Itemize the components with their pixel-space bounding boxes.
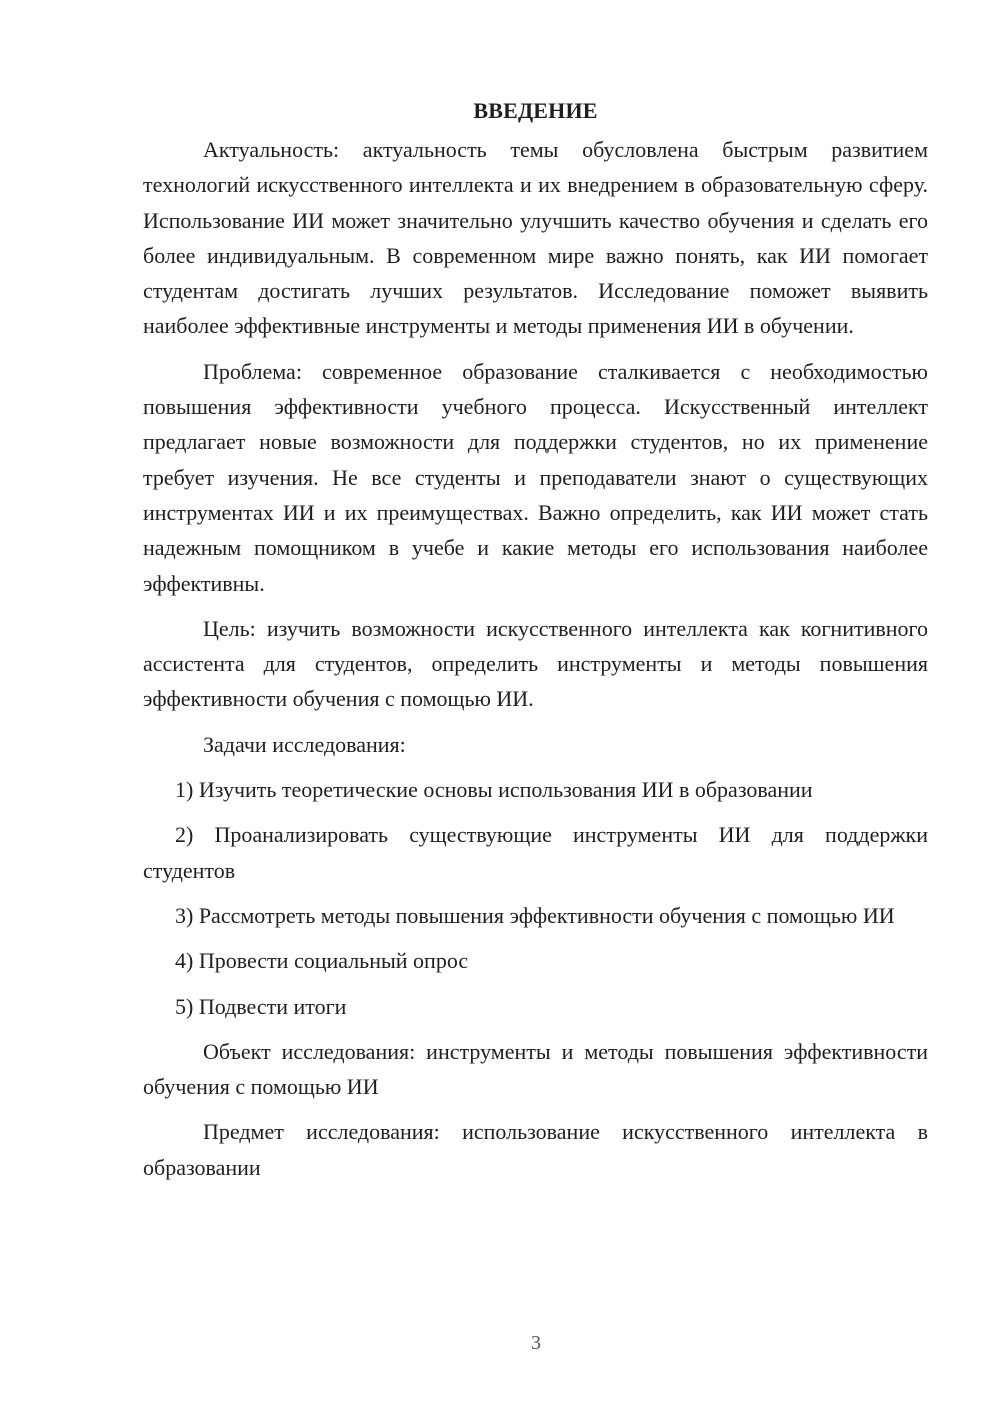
task-item-3: 3) Рассмотреть методы повышения эффективности обучения с помощью ИИ bbox=[175, 902, 895, 928]
relevance-paragraph: Актуальность: актуальность темы обусловлена быстрым развитием технологий искусственного интеллекта и их внедрением в образовательную сферу. Использование ИИ может значительно улучшить качество обучения и сделать его более индивидуальным. В современном мире важно понять, как ИИ помогает студентам достигать лучших результатов. Исследование поможет выявить наиболее эффективные инструменты и методы применения ИИ в обучении. bbox=[143, 137, 928, 339]
task-item-4: 4) Провести социальный опрос bbox=[175, 948, 469, 974]
section-title: ВВЕДЕНИЕ bbox=[473, 98, 598, 123]
task-item-1: 1) Изучить теоретические основы использования ИИ в образовании bbox=[175, 777, 813, 803]
tasks-heading: Задачи исследования: bbox=[203, 731, 406, 757]
task-item-5: 5) Подвести итоги bbox=[175, 993, 347, 1019]
goal-paragraph: Цель: изучить возможности искусственного интеллекта как когнитивного ассистента для студентов, определить инструменты и методы повышения эффективности обучения с помощью ИИ. bbox=[143, 615, 928, 712]
problem-paragraph: Проблема: современное образование сталкивается с необходимостью повышения эффективности учебного процесса. Искусственный интеллект предлагает новые возможности для поддержки студентов, но их применение требует изучения. Не все студенты и преподаватели знают о существующих инструментах ИИ и их преимуществах. Важно определить, как ИИ может стать надежным помощником в учебе и какие методы его использования наиболее эффективны. bbox=[143, 358, 928, 596]
task-item-2: 2) Проанализировать существующие инструменты ИИ для поддержки студентов bbox=[143, 822, 928, 883]
research-object-paragraph: Объект исследования: инструменты и методы повышения эффективности обучения с помощью ИИ bbox=[143, 1038, 928, 1100]
page-content bbox=[143, 94, 928, 1195]
page-number: 3 bbox=[531, 1332, 541, 1354]
research-subject-paragraph: Предмет исследования: использование искусственного интеллекта в образовании bbox=[143, 1119, 928, 1180]
